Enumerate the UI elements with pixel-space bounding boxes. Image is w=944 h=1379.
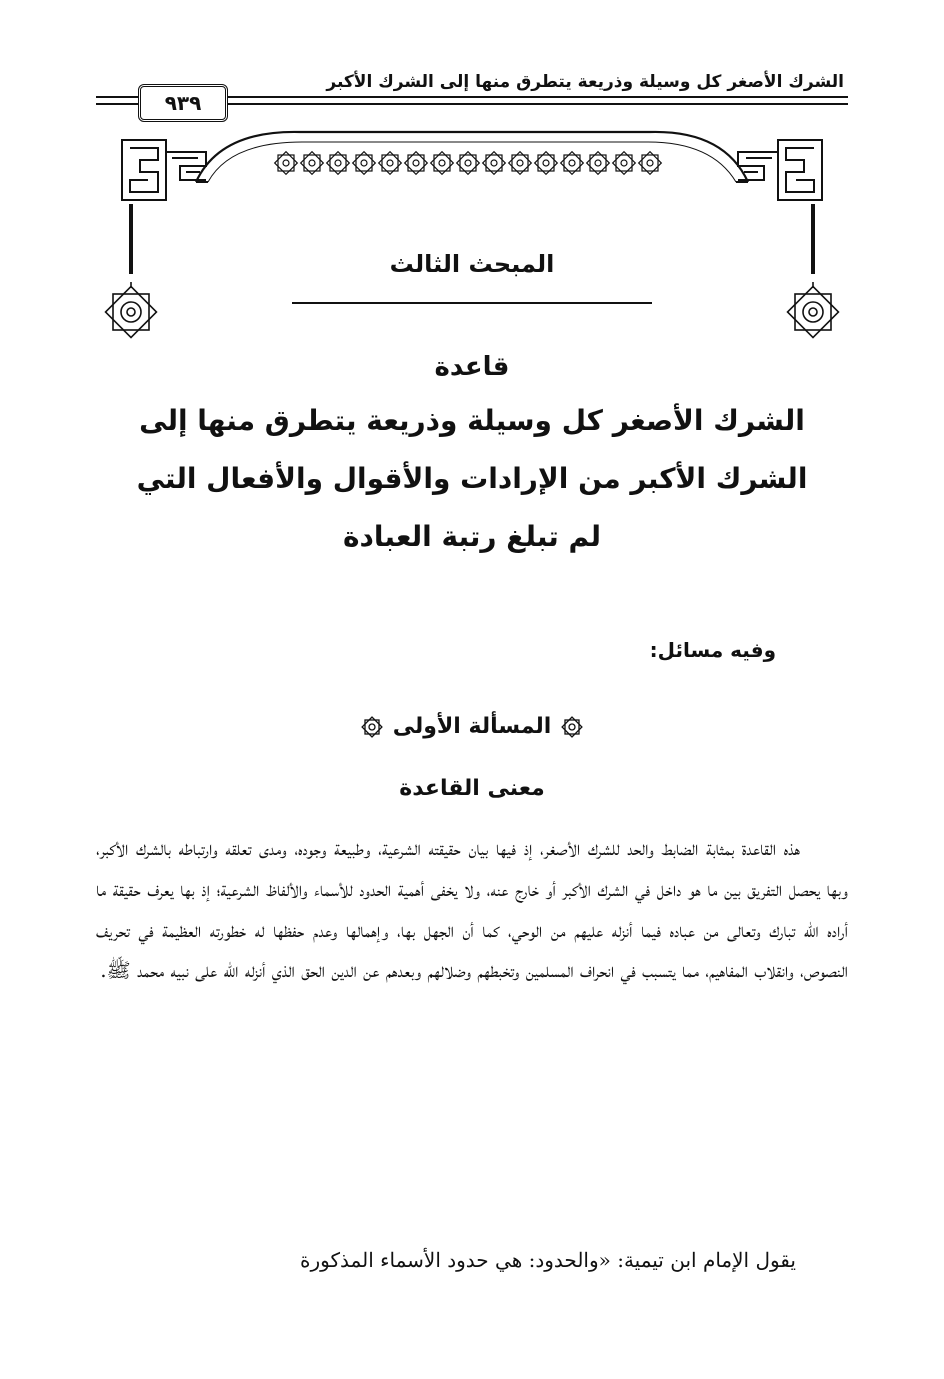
running-title: الشرك الأصغر كل وسيلة وذريعة يتطرق منها إلى الشرك الأكبر — [326, 72, 844, 92]
ornament-bar-left — [129, 204, 133, 274]
ornament-bar-right — [811, 204, 815, 274]
rule-title: قاعدة — [434, 352, 510, 382]
section-label: المبحث الثالث — [389, 250, 555, 278]
rule-line-3: لم تبلغ رتبة العبادة — [342, 520, 601, 553]
rule-line-1: الشرك الأصغر كل وسيلة وذريعة يتطرق منها إلى — [139, 404, 805, 437]
issues-intro: وفيه مسائل: — [649, 638, 776, 662]
ornament-frame — [0, 0, 944, 360]
flower-ornament-icon — [561, 716, 583, 738]
body-paragraph: هذه القاعدة بمثابة الضابط والحد للشرك الأصغر، إذ فيها بيان حقيقته الشرعية، وطبيعة وجوده، ومدى تعلقه وارتباطه بالشرك الأكبر، وبها يحصل التفريق بين ما هو داخل في الشرك الأكبر أو خارج عنه، ولا يخفى أهمية الحدود للأسماء والألفاظ الشرعية؛ إذ بها يعرف حقيقة ما أراده الله تبارك وتعالى من عباده فيما أنزله عليهم من الوحي، كما أن الجهل بها، وإهمالها وعدم حفظها له خطورته العظيمة في تحريف النصوص، وانقلاب المفاهيم، مما يتسبب في انحراف المسلمين وتخبطهم وضلالهم وبعدهم عن الدين الحق الذي أنزله الله على نبيه محمد ﷺ. — [96, 836, 848, 983]
rule-line-2: الشرك الأكبر من الإرادات والأقوال والأفعال التي — [136, 462, 808, 495]
issue-title-row — [260, 714, 684, 739]
ornament-star-row — [275, 152, 662, 175]
ornament-fret-right — [738, 140, 822, 200]
issue-title: المسألة الأولى — [392, 714, 552, 739]
ornament-arch — [196, 132, 748, 182]
flower-ornament-icon — [361, 716, 383, 738]
ornament-rosette-left — [106, 282, 157, 337]
quote-line: يقول الإمام ابن تيمية: «والحدود: هي حدود الأسماء المذكورة — [300, 1248, 796, 1272]
issue-subtitle: معنى القاعدة — [399, 776, 545, 801]
page-number: ٩٣٩ — [138, 84, 228, 122]
ornament-fret-left — [122, 140, 206, 200]
ornament-rosette-right — [788, 282, 839, 337]
